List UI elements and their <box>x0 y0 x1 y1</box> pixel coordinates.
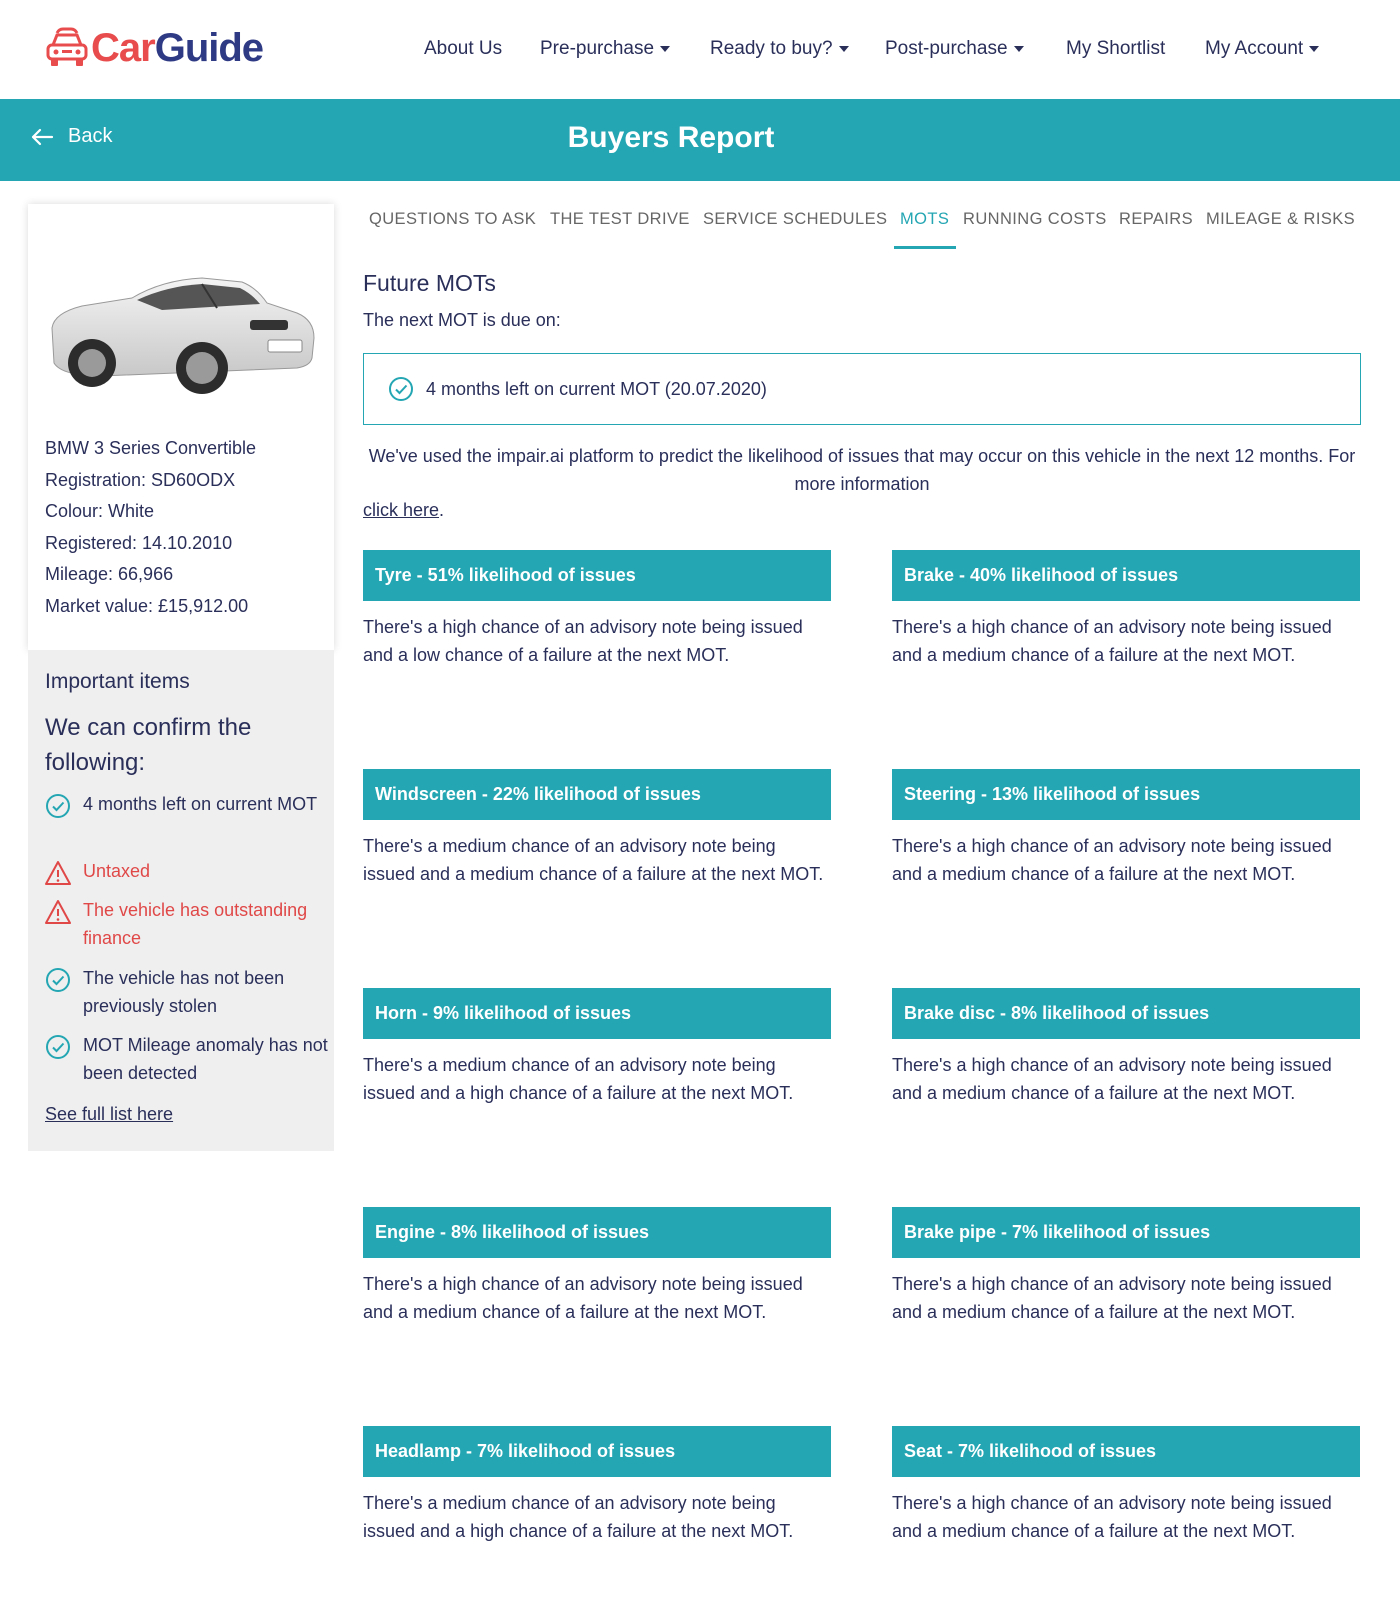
see-full-list-link[interactable]: See full list here <box>45 1104 174 1124</box>
risk-card <box>363 1207 831 1326</box>
risk-card-title: Seat - 7% likelihood of issues <box>892 1426 1360 1477</box>
top-navigation-bar <box>0 0 1400 99</box>
warning-triangle-icon <box>45 860 71 886</box>
tab-repairs[interactable]: REPAIRS <box>1119 210 1194 228</box>
tab-mots[interactable]: MOTS <box>900 210 950 228</box>
important-item <box>45 1031 330 1087</box>
risk-card <box>363 550 831 669</box>
page-title: Buyers Report <box>567 121 775 154</box>
nav-label: My Shortlist <box>1066 38 1166 59</box>
vehicle-details <box>45 433 256 623</box>
risk-card-text: There's a high chance of an advisory note being issued and a medium chance of a failure at the next MOT. <box>892 1493 1332 1541</box>
vehicle-registration: Registration: SD60ODX <box>45 469 236 490</box>
risk-card-title: Brake disc - 8% likelihood of issues <box>892 988 1360 1039</box>
vehicle-colour: Colour: White <box>45 501 155 522</box>
main-nav <box>0 38 1400 62</box>
important-item <box>45 790 330 819</box>
risk-card-title: Brake - 40% likelihood of issues <box>892 550 1360 601</box>
risk-card <box>892 1207 1360 1326</box>
nav-post-purchase[interactable] <box>885 38 1024 60</box>
tab-questions-to-ask[interactable]: QUESTIONS TO ASK <box>369 210 537 228</box>
risk-card <box>363 1426 831 1545</box>
risk-card-title: Brake pipe - 7% likelihood of issues <box>892 1207 1360 1258</box>
tab-service-schedules[interactable]: SERVICE SCHEDULES <box>703 210 888 228</box>
caret-down-icon <box>660 46 670 52</box>
risk-card-title: Tyre - 51% likelihood of issues <box>363 550 831 601</box>
mot-status-box <box>363 353 1361 425</box>
risk-card-text: There's a medium chance of an advisory note being issued and a high chance of a failure at the next MOT. <box>363 1055 794 1103</box>
check-circle-icon <box>45 967 71 993</box>
important-items-panel <box>28 650 334 1151</box>
risk-card-text: There's a high chance of an advisory note being issued and a medium chance of a failure at the next MOT. <box>892 836 1332 884</box>
vehicle-model: BMW 3 Series Convertible <box>45 438 257 458</box>
nav-label: Pre-purchase <box>540 38 655 59</box>
risk-card-text: There's a medium chance of an advisory note being issued and a high chance of a failure at the next MOT. <box>363 1493 794 1541</box>
risk-card-title: Headlamp - 7% likelihood of issues <box>363 1426 831 1477</box>
important-items-heading: Important items <box>45 670 190 693</box>
active-tab-indicator <box>894 246 956 249</box>
mot-status-text: 4 months left on current MOT (20.07.2020) <box>426 378 767 399</box>
important-item-text: The vehicle has not been previously stolen <box>83 968 285 1016</box>
warning-triangle-icon <box>45 899 71 925</box>
caret-down-icon <box>839 46 849 52</box>
nav-label: My Account <box>1205 38 1304 59</box>
risk-card-text: There's a high chance of an advisory note being issued and a medium chance of a failure at the next MOT. <box>892 617 1332 665</box>
risk-card <box>892 1426 1360 1545</box>
important-item-text: MOT Mileage anomaly has not been detected <box>83 1035 328 1083</box>
logo-text-car: Car <box>91 26 155 70</box>
risk-card <box>892 550 1360 669</box>
important-item <box>45 964 330 1020</box>
check-circle-icon <box>388 376 414 402</box>
tab-the-test-drive[interactable]: THE TEST DRIVE <box>550 210 690 228</box>
risk-card-title: Steering - 13% likelihood of issues <box>892 769 1360 820</box>
risk-card-title: Windscreen - 22% likelihood of issues <box>363 769 831 820</box>
risk-card-text: There's a high chance of an advisory note being issued and a medium chance of a failure at the next MOT. <box>892 1274 1332 1322</box>
risk-card-title: Engine - 8% likelihood of issues <box>363 1207 831 1258</box>
important-item <box>45 857 330 886</box>
nav-label: About Us <box>424 38 503 59</box>
impair-info-text: We've used the impair.ai platform to predict the likelihood of issues that may occur on this vehicle in the next 12 months. For more information <box>368 446 1356 494</box>
tab-running-costs[interactable]: RUNNING COSTS <box>963 210 1107 228</box>
important-item-text: 4 months left on current MOT <box>83 794 318 814</box>
vehicle-card <box>28 204 334 650</box>
risk-card <box>892 988 1360 1107</box>
risk-card-title: Horn - 9% likelihood of issues <box>363 988 831 1039</box>
vehicle-mileage: Mileage: 66,966 <box>45 564 174 585</box>
nav-about-us[interactable] <box>424 38 502 60</box>
nav-my-shortlist[interactable] <box>1066 38 1165 60</box>
check-circle-icon <box>45 1034 71 1060</box>
back-label: Back <box>68 125 113 147</box>
risk-card-text: There's a high chance of an advisory note being issued and a medium chance of a failure at the next MOT. <box>363 1274 803 1322</box>
nav-pre-purchase[interactable] <box>540 38 670 60</box>
important-item-text: Untaxed <box>83 861 151 881</box>
click-here-suffix: . <box>439 500 445 520</box>
nav-my-account[interactable] <box>1205 38 1319 60</box>
click-here-line <box>363 500 444 521</box>
check-circle-icon <box>45 793 71 819</box>
report-tabs <box>363 210 1363 250</box>
nav-label: Ready to buy? <box>710 38 833 59</box>
vehicle-market-value: Market value: £15,912.00 <box>45 595 249 616</box>
future-mots-heading: Future MOTs <box>363 270 496 296</box>
important-item <box>45 896 330 952</box>
next-mot-due-label: The next MOT is due on: <box>363 310 561 330</box>
important-item-text: The vehicle has outstanding finance <box>83 900 308 948</box>
caret-down-icon <box>1014 46 1024 52</box>
vehicle-registered-date: Registered: 14.10.2010 <box>45 532 233 553</box>
risk-card-text: There's a medium chance of an advisory note being issued and a medium chance of a failure at the next MOT. <box>363 836 824 884</box>
risk-card-text: There's a high chance of an advisory note being issued and a low chance of a failure at the next MOT. <box>363 617 803 665</box>
risk-card <box>363 769 831 888</box>
caret-down-icon <box>1309 46 1319 52</box>
click-here-link[interactable]: click here <box>363 500 440 520</box>
nav-label: Post-purchase <box>885 38 1008 59</box>
risk-card <box>892 769 1360 888</box>
risk-card <box>363 988 831 1107</box>
logo-text-guide: Guide <box>154 26 264 70</box>
tab-mileage-and-risks[interactable]: MILEAGE & RISKS <box>1206 210 1356 228</box>
page-banner <box>0 99 1400 181</box>
nav-ready-to-buy[interactable] <box>710 38 849 60</box>
important-items-subheading: We can confirm the following: <box>45 714 252 776</box>
car-image <box>42 258 318 403</box>
risk-card-text: There's a high chance of an advisory note being issued and a medium chance of a failure at the next MOT. <box>892 1055 1332 1103</box>
